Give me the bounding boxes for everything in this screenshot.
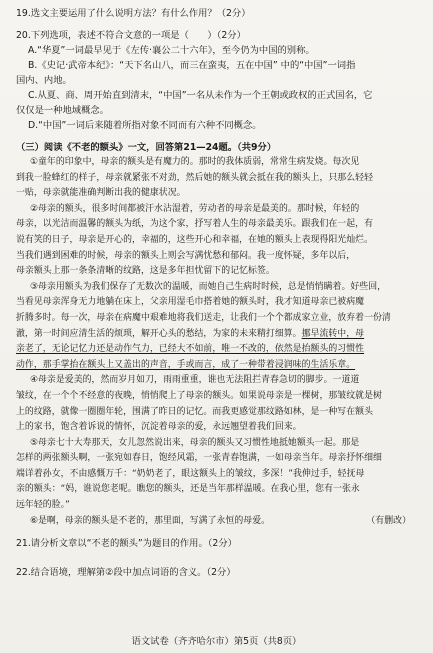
paragraph-4-line: 上的纹路，就像一圈圈年轮，围满了昨日的记忆。而我更感觉那纹路如林，是一种写在额头 bbox=[16, 406, 373, 417]
question-20-option-c: C.从夏、商、周开始直到清末，“中国”一名从未作为一个王朝或政权的正式国名，它 bbox=[28, 90, 373, 101]
question-21: 21.请分析文章以“不老的额头”为题目的作用。（2分） bbox=[16, 538, 237, 550]
paragraph-6-line bbox=[16, 514, 421, 530]
paragraph-2-line: 说有笑的日子，母亲是开心的，幸福的，这些开心和幸福，在她的额头上表现得阳光灿烂。 bbox=[16, 234, 373, 245]
paragraph-2-line: 母亲额头上那一条条清晰的纹路，这是多年担忧留下的记忆标签。 bbox=[16, 266, 275, 277]
section-3-heading: （三）阅读《不老的额头》一文，回答第21—24题。（共9分） bbox=[16, 142, 277, 153]
paragraph-1-line: 一贴，母亲就能准确判断出我的健康状况。 bbox=[16, 188, 186, 199]
question-20-stem: 20.下列选项，表述不符合文意的一项是（ ）（2分） bbox=[16, 30, 246, 41]
question-19: 19.选文主要运用了什么说明方法？有什么作用？（2分） bbox=[16, 8, 251, 19]
paragraph-4-line: 皱纹，在一个个不经意的夜晚，悄悄爬上了母亲的额头。如果说母亲是一棵树，那皱纹就是树 bbox=[16, 390, 382, 401]
paragraph-5-line: 怎样的两张额头啊，一张宛如春日，饱经风霜，一张青春饱满，一如母亲当年。母亲抒怀细细 bbox=[16, 453, 382, 464]
paragraph-3-line: 折腾多时。每一次，母亲在病魔中艰难地将我们送走，让我们一个个都成家立业，放弃着一份清 bbox=[16, 312, 391, 323]
paragraph-2-line: 当我们遇到困难的时候，母亲的额头上则会写满忧愁和郁闷。我一度怀疑，多年以后， bbox=[16, 250, 356, 261]
paragraph-2-line: 母亲，以光洁而温馨的额头为纸，为这个家，抒写着人生的母亲最美乐。跟我们在一起，有 bbox=[16, 219, 373, 230]
question-20-option-d: D.“中国”一词后来随着所指对象不同而有六种不同概念。 bbox=[28, 120, 262, 131]
paragraph-4-line: ④母亲是爱美的，然而岁月如刀，雨雨重重，谁也无法阻拦青春急切的脚步。一道道 bbox=[30, 375, 360, 386]
paragraph-3-line: ③母亲用额头为我们保存了无数次的温暖，而她自己生病时时候，总是悄悄瞒着。好些回， bbox=[30, 281, 387, 292]
underlined-sentence: 亲老了，无论记忆力还是动作气力，已经大不如前，唯一不改的，依然是抬额头的习惯性 bbox=[16, 344, 365, 355]
question-20-option-b: B.《史记·武帝本纪》：“天下名山八，而三在蛮夷，五在中国” 中的“中国”一词指 bbox=[28, 60, 356, 71]
paragraph-3-line: 当看见母亲浑身无力地躺在床上，父亲用湿毛巾搭着她的额头时，我才知道母亲已被病魔 bbox=[16, 297, 365, 308]
question-20-option-c-cont: 仅仅是一种地域概念。 bbox=[16, 105, 109, 116]
paragraph-3-text: 澈，第一时间应清生活的烦琐，解开心头的愁结，为家的未来精打细算。 bbox=[16, 328, 302, 339]
paragraph-6-text: ⑥是啊，母亲的额头是不老的，那里面，写满了永恒的母爱。 bbox=[30, 515, 271, 526]
source-note: （有删改） bbox=[366, 515, 411, 526]
paragraph-5-line: 远年轻的脸。” bbox=[16, 500, 70, 511]
paragraph-2-line: ②母亲的额头，很多时间都被汗水沾湿着，劳动者的母亲是最美的。那时候，年轻的 bbox=[30, 203, 360, 214]
paragraph-5-line: ⑤母亲七十大寿那天，女儿忽然说出来，母亲的额头又习惯性地抵她额头一起。那是 bbox=[30, 437, 360, 448]
question-22: 22.结合语境，理解第②段中加点词语的含义。（2分） bbox=[16, 567, 236, 579]
question-20-option-a: A.“华夏”一词最早见于《左传·襄公二十六年》，至今仍为中国的别称。 bbox=[28, 45, 315, 56]
page-footer: 语文试卷（齐齐哈尔市）第5页（共8页） bbox=[131, 636, 302, 647]
paragraph-5-line: 亲的额头：“妈，谁说您老呢。瞧您的额头，还是当年那样温暖。在我心里，您有一张永 bbox=[16, 484, 360, 495]
paragraph-3-line bbox=[16, 327, 421, 343]
paragraph-5-line: 端详着孙女，不由感慨万千：“奶奶老了，眼这额头上的皱纹，多深！”我伸过手，轻抚母 bbox=[16, 468, 365, 479]
paragraph-1-line: ①童年的印象中，母亲的额头是有魔力的。那时的我体质弱，常常生病发烧。每次见 bbox=[30, 157, 360, 167]
paragraph-4-line: 上的家书，饱含着诉说的情怀，沉淀着母亲的爱，永远翘望着我们回来。 bbox=[16, 422, 302, 433]
underlined-sentence: 挪早流转中，母 bbox=[301, 328, 365, 339]
question-20-option-b-cont: 国内、内地。 bbox=[16, 75, 72, 86]
paragraph-1-line: 到我一脸蜂红的样子，母亲就紧张不对劲，然后她的额头就会抵在我的额头上，只那么轻轻 bbox=[16, 172, 373, 183]
underlined-sentence: 动作，那手掌抬在额头上又盖出的声音，手或而言，成了一种带着浸润味的生活乐章。 bbox=[16, 359, 356, 370]
